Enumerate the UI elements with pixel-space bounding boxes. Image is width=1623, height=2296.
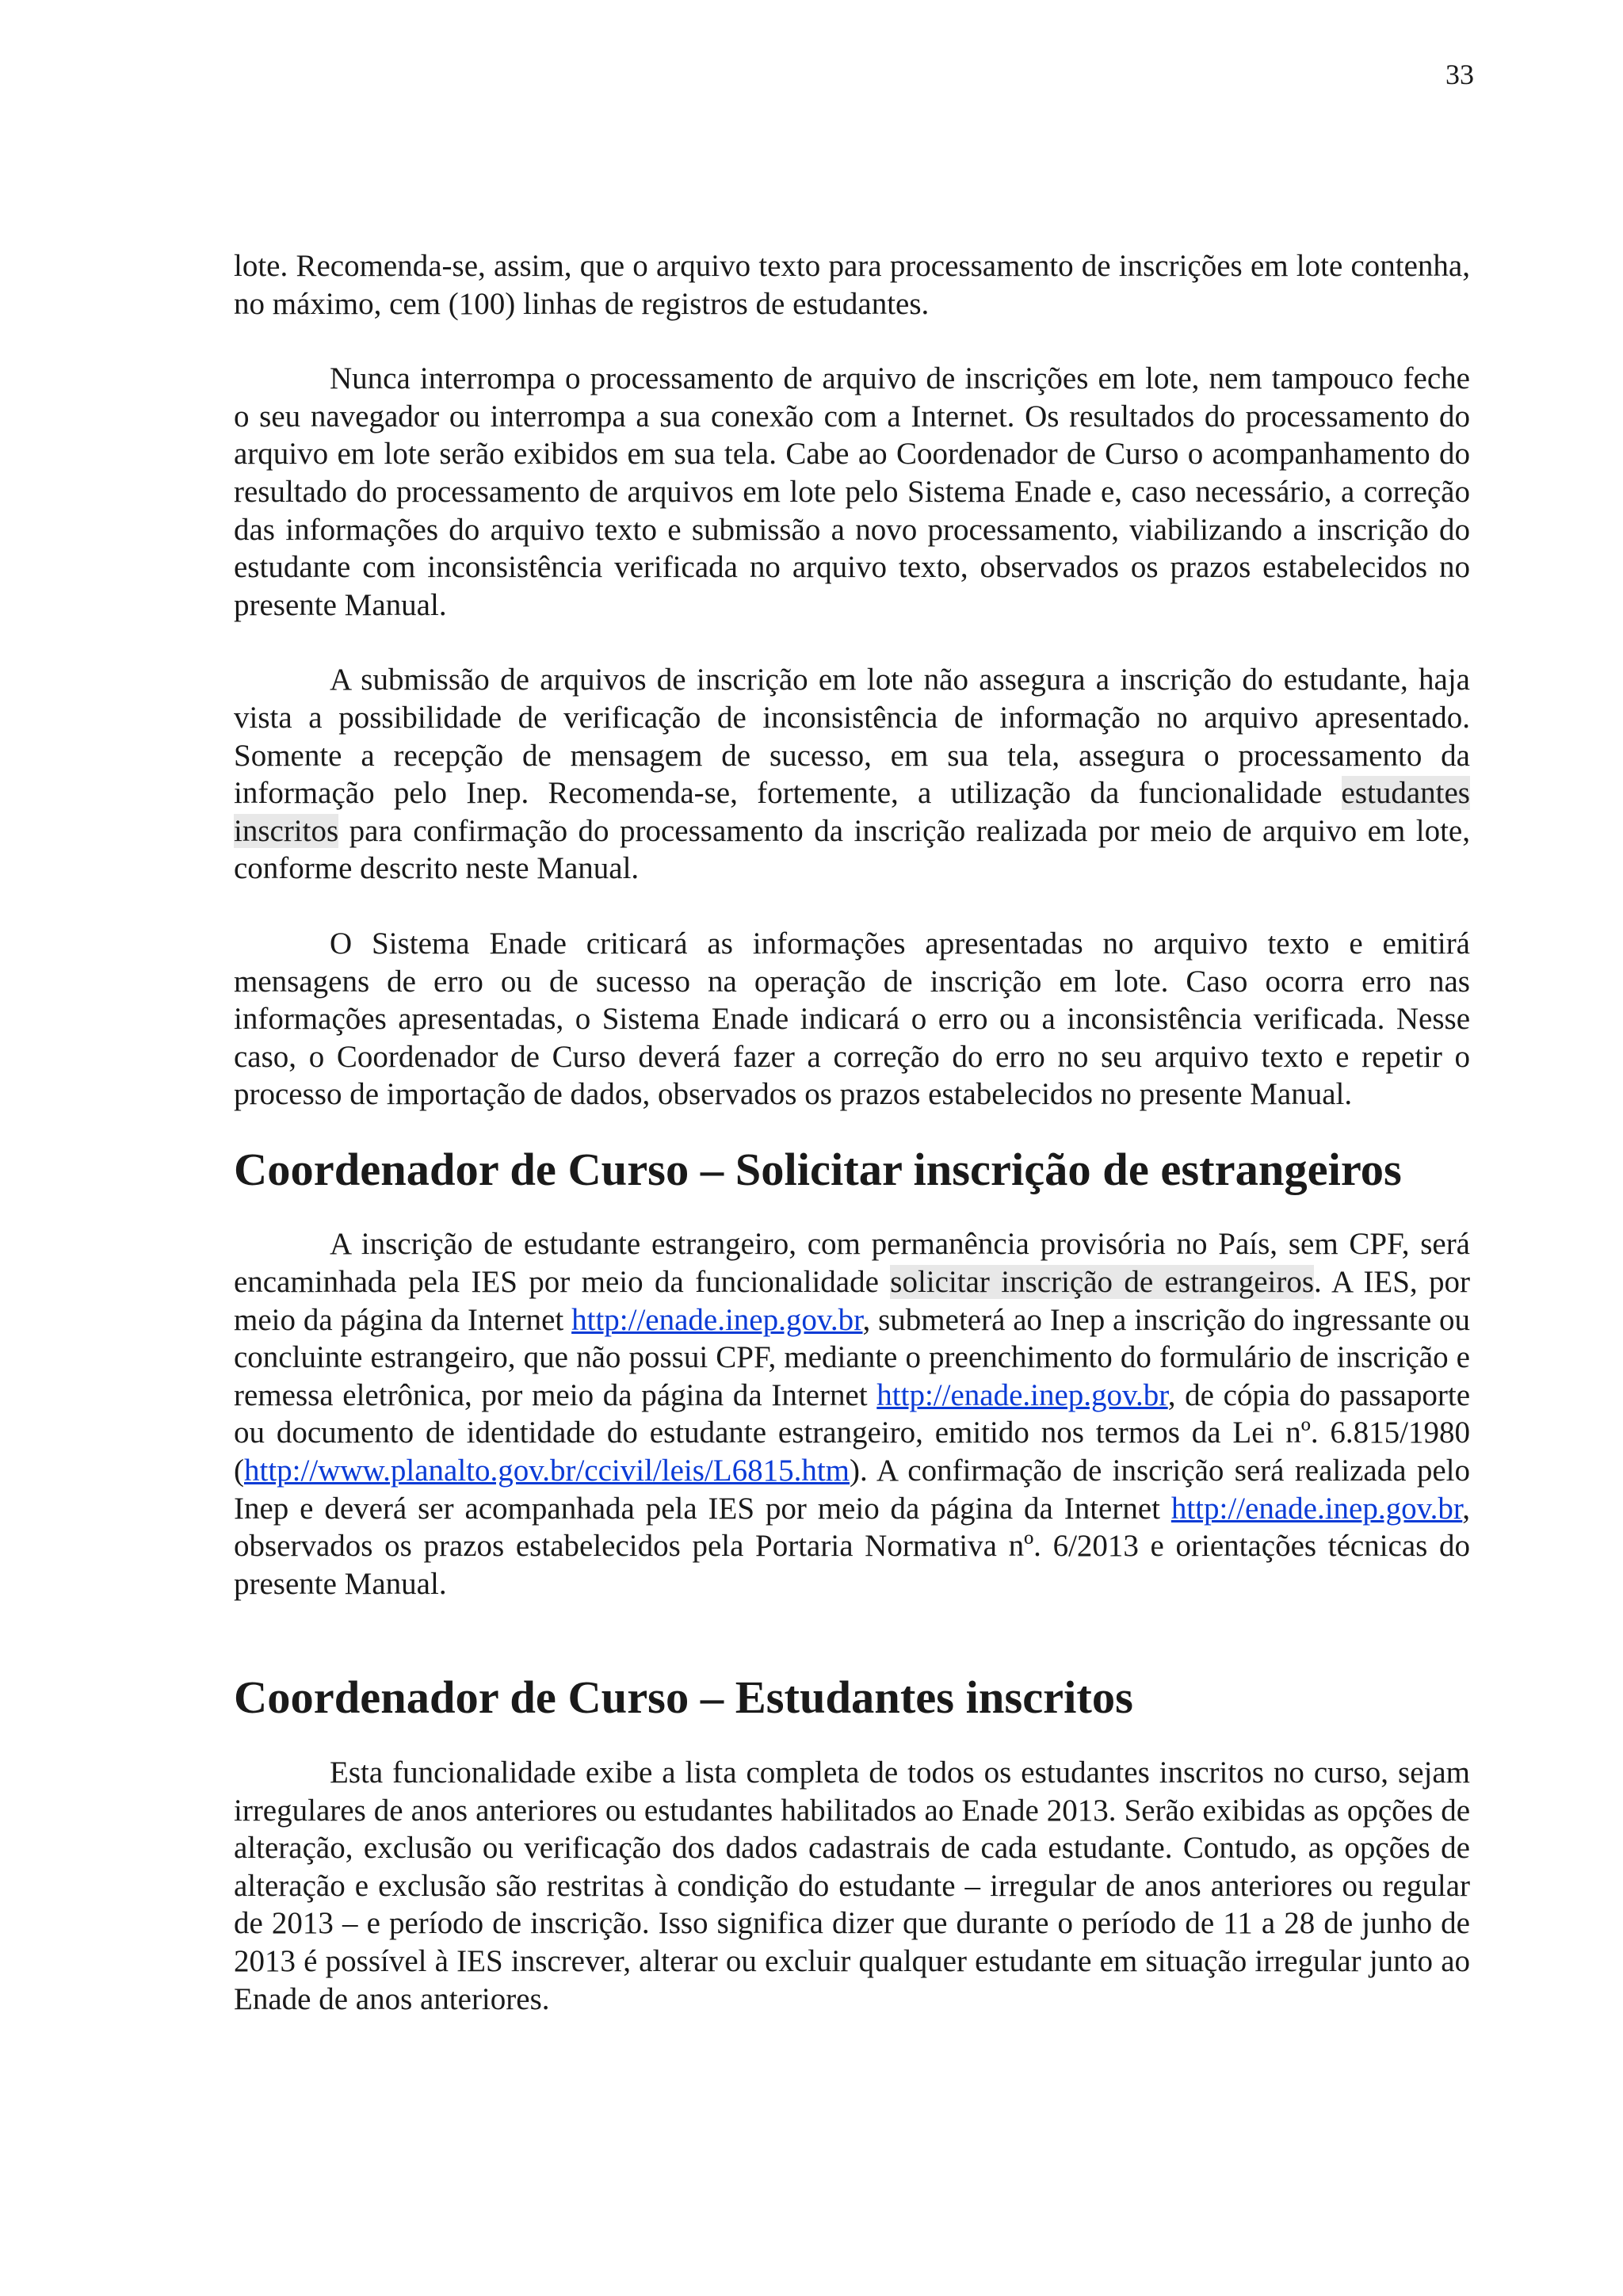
paragraph-enrolled-students: Esta funcionalidade exibe a lista completa de todos os estudantes inscritos no curso, sejam irregulares de anos anteriores ou estudantes habilitados ao Enade 2013. Serão exibidas as opções de alteração, exclusão ou verificação dos dados cadastrais de cada estudante. Contudo, as opções de alteração e exclusão são restritas à condição do estudante – irregular de anos anteriores ou regular de 2013 – e período de inscrição. Isso significa dizer que durante o período de 11 a 28 de junho de 2013 é possível à IES inscrever, alterar ou excluir qualquer estudante em situação irregular junto ao Enade de anos anteriores. [234, 1755, 1470, 2016]
highlighted-term-estudantes-inscritos: estudantes inscritos [234, 776, 1470, 848]
paragraph-submission-note [234, 661, 1470, 888]
paragraph-error-messages: O Sistema Enade criticará as informações apresentadas no arquivo texto e emitirá mensagens de erro ou de sucesso na operação de inscrição em lote. Caso ocorra erro nas informações apresentadas, o Sistema Enade indicará o erro ou a inconsistência verificada. Nesse caso, o Coordenador de Curso deverá fazer a correção do erro no seu arquivo texto e repetir o processo de importação de dados, observados os prazos estabelecidos no presente Manual. [234, 926, 1470, 1112]
paragraph-text: A submissão de arquivos de inscrição em lote não assegura a inscrição do estudante, haja vista a possibilidade de verificação de inconsistência de informação no arquivo apresentado. Somente a recepção de mensagem de sucesso, em sua tela, assegura o processamento da informação pelo Inep. Recomenda-se, fortemente, a utilização da funcionalidade [234, 663, 1470, 811]
page-number: 33 [1445, 59, 1474, 90]
enade-link[interactable]: http://enade.inep.gov.br [1170, 1491, 1463, 1526]
highlighted-term-solicitar-inscricao: solicitar inscrição de estrangeiros [890, 1265, 1315, 1300]
planalto-law-link[interactable]: http://www.planalto.gov.br/ccivil/leis/L6815.htm [244, 1454, 850, 1488]
section-heading-estudantes-inscritos: Coordenador de Curso – Estudantes inscritos [234, 1671, 1133, 1724]
paragraph-text: ). A confirmação de inscrição será realizada pelo Inep e deverá ser acompanhada pela IES por meio da página da Internet [234, 1454, 1470, 1526]
paragraph-text: , observados os prazos estabelecidos pela Portaria Normativa nº. 6/2013 e orientações técnicas do presente Manual. [234, 1491, 1470, 1601]
paragraph-text: . A IES, por meio da página da Internet [234, 1265, 1470, 1337]
paragraph-processing-warning: Nunca interrompa o processamento de arquivo de inscrições em lote, nem tampouco feche o seu navegador ou interrompa a sua conexão com a Internet. Os resultados do processamento do arquivo em lote serão exibidos em sua tela. Cabe ao Coordenador de Curso o acompanhamento do resultado do processamento de arquivos em lote pelo Sistema Enade e, caso necessário, a correção das informações do arquivo texto e submissão a novo processamento, viabilizando a inscrição do estudante com inconsistência verificada no arquivo texto, observados os prazos estabelecidos no presente Manual. [234, 361, 1470, 622]
section-heading-estrangeiros: Coordenador de Curso – Solicitar inscrição de estrangeiros [234, 1143, 1402, 1195]
document-body [234, 247, 1470, 2055]
paragraph-lote-limit: lote. Recomenda-se, assim, que o arquivo texto para processamento de inscrições em lote contenha, no máximo, cem (100) linhas de registros de estudantes. [234, 249, 1470, 321]
paragraph-text: , submeterá ao Inep a inscrição do ingressante ou concluinte estrangeiro, que não possui CPF, mediante o preenchimento do formulário de inscrição e remessa eletrônica, por meio da página da Internet [234, 1302, 1470, 1412]
paragraph-text: A inscrição de estudante estrangeiro, com permanência provisória no País, sem CPF, será encaminhada pela IES por meio da funcionalidade [234, 1227, 1470, 1300]
paragraph-foreign-registration [234, 1225, 1470, 1603]
paragraph-text: , de cópia do passaporte ou documento de identidade do estudante estrangeiro, emitido nos termos da Lei nº. 6.815/1980 ( [234, 1377, 1470, 1488]
enade-link[interactable]: http://enade.inep.gov.br [876, 1377, 1168, 1412]
enade-link[interactable]: http://enade.inep.gov.br [571, 1302, 863, 1337]
paragraph-text: para confirmação do processamento da inscrição realizada por meio de arquivo em lote, conforme descrito neste Manual. [234, 813, 1470, 886]
